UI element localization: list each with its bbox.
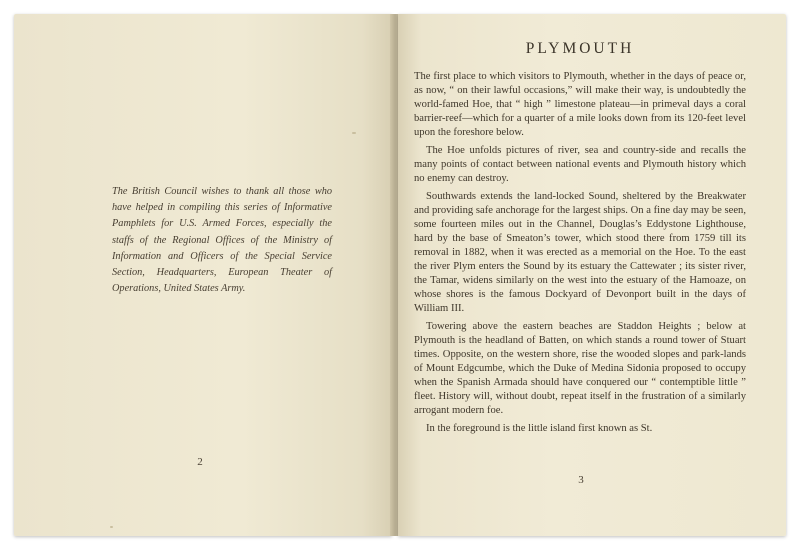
page-number-left: 2 bbox=[197, 456, 203, 468]
page-number-right: 3 bbox=[578, 474, 584, 486]
paragraph: Southwards extends the land-locked Sound, sheltered by the Breakwater and providing safe anchorage for the largest ships. On a fine day may be seen, some fourteen miles out in the Channel, Douglas’s Eddystone Lighthouse, hard by the base of Smeaton’s tower, which stood there from 1759 till its removal in 1882, when it was erected as a memorial on the Hoe. To the east the river Plym enters the Sound by its estuary the Cattewater ; its sister river, the Tamar, widens similarly on the west into the estuary of the Hamoaze, on whose shores is the famous Dockyard of Devonport built in the days of William III. bbox=[414, 191, 746, 314]
paragraph: The Hoe unfolds pictures of river, sea and country-side and recalls the many points of contact between national events and Plymouth history which no enemy can destroy. bbox=[414, 145, 746, 184]
paper-fleck bbox=[110, 526, 113, 528]
paragraph: The first place to which visitors to Plymouth, whether in the days of peace or, as now, “ on their lawful occasions,” will make their way, is undoubtedly the world-famed Hoe, that “ high ” limestone plateau—in primeval days a coral barrier-reef—which for a quarter of a mile looks down from its 120-feet level upon the foreshore below. bbox=[414, 71, 746, 138]
paper-fleck bbox=[352, 132, 356, 134]
body-text bbox=[414, 70, 746, 440]
acknowledgement-text: The British Council wishes to thank all those who have helped in compiling this series of Informative Pamphlets for U.S. Armed Forces, especially the staffs of the Regional Offices of the Ministry of Information and Officers of the Special Service Section, Headquarters, European Theater of Operations, United States Army. bbox=[112, 186, 332, 295]
paragraph: In the foreground is the little island first known as St. bbox=[426, 423, 653, 434]
paragraph: Towering above the eastern beaches are Staddon Heights ; below at Plymouth is the headland of Batten, on which stands a round tower of Stuart times. Opposite, on the western shore, rise the wooded slopes and park-lands of Mount Edgcumbe, which the Duke of Medina Sidonia proposed to occupy when the Spanish Armada should have conquered our “ contemptible little ” fleet. History will, without doubt, repeat itself in the frustration of a similarly arrogant modern foe. bbox=[414, 321, 746, 416]
page-title: PLYMOUTH bbox=[525, 40, 635, 57]
